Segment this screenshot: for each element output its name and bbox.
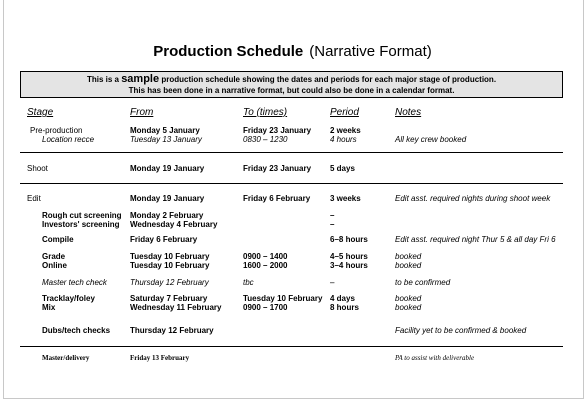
from-cell: Monday 19 January <box>130 194 205 203</box>
notes-cell: booked <box>395 252 422 261</box>
stage-cell: Edit <box>27 194 41 203</box>
notes-cell: to be confirmed <box>395 278 451 287</box>
stage-cell: Grade <box>42 252 66 261</box>
title-main: Production Schedule <box>153 43 304 60</box>
stage-cell: Investors' screening <box>42 220 120 229</box>
to-cell: 0830 – 1230 <box>243 135 288 144</box>
from-cell: Tuesday 13 January <box>130 135 202 144</box>
stage-cell: Shoot <box>27 164 48 173</box>
period-cell: – <box>330 220 335 229</box>
to-cell: 0900 – 1400 <box>243 252 288 261</box>
from-cell: Friday 6 February <box>130 235 198 244</box>
period-cell: 8 hours <box>330 303 359 312</box>
notes-cell: PA to assist with deliverable <box>395 354 475 362</box>
stage-cell: Master tech check <box>42 278 107 287</box>
banner-line-1 <box>21 74 562 85</box>
period-cell: – <box>330 211 335 220</box>
notes-cell: Edit asst. required nights during shoot week <box>395 194 551 203</box>
header-to: To (times) <box>243 107 288 118</box>
page-title <box>0 43 585 60</box>
header-from: From <box>130 107 154 118</box>
stage-cell: Location recce <box>42 135 95 144</box>
period-cell: 3–4 hours <box>330 261 368 270</box>
to-cell: 1600 – 2000 <box>243 261 288 270</box>
period-cell: 4–5 hours <box>330 252 368 261</box>
notes-cell: booked <box>395 261 422 270</box>
header-notes: Notes <box>395 107 422 118</box>
notes-cell: All key crew booked <box>395 135 467 144</box>
banner-emphasis: sample <box>121 73 160 85</box>
section-divider <box>20 346 563 347</box>
notes-cell: Facility yet to be confirmed & booked <box>395 326 527 335</box>
from-cell: Wednesday 11 February <box>130 303 222 312</box>
banner-text: This is a <box>86 75 122 84</box>
intro-banner <box>20 71 563 98</box>
from-cell: Thursday 12 February <box>130 278 209 287</box>
stage-cell: Online <box>42 261 67 270</box>
from-cell: Friday 13 February <box>130 354 190 362</box>
to-cell: Friday 23 January <box>243 164 312 173</box>
title-subtitle: (Narrative Format) <box>309 43 432 60</box>
stage-cell: Dubs/tech checks <box>42 326 111 335</box>
notes-cell: Edit asst. required night Thur 5 & all day Fri 6 <box>395 235 556 244</box>
banner-text: production schedule showing the dates and periods for each major stage of production. <box>159 75 497 84</box>
to-cell: 0900 – 1700 <box>243 303 288 312</box>
header-stage: Stage <box>27 107 54 118</box>
stage-cell: Rough cut screening <box>42 211 122 220</box>
stage-cell: Tracklay/foley <box>42 294 95 303</box>
from-cell: Monday 19 January <box>130 164 205 173</box>
section-divider <box>20 183 563 184</box>
stage-cell: Mix <box>42 303 56 312</box>
period-cell: 3 weeks <box>330 194 361 203</box>
period-cell: 6–8 hours <box>330 235 368 244</box>
from-cell: Monday 5 January <box>130 126 200 135</box>
from-cell: Monday 2 February <box>130 211 204 220</box>
banner-line-2: This has been done in a narrative format, but could also be done in a calendar format. <box>128 86 455 95</box>
from-cell: Saturday 7 February <box>130 294 208 303</box>
to-cell: Tuesday 10 February <box>243 294 323 303</box>
to-cell: Friday 23 January <box>243 126 312 135</box>
to-cell: tbc <box>243 278 254 287</box>
from-cell: Thursday 12 February <box>130 326 214 335</box>
section-divider <box>20 152 563 153</box>
period-cell: 4 hours <box>330 135 357 144</box>
header-period: Period <box>330 107 359 118</box>
stage-cell: Pre-production <box>30 126 83 135</box>
stage-cell: Master/delivery <box>42 354 90 362</box>
stage-cell: Compile <box>42 235 74 244</box>
period-cell: 5 days <box>330 164 355 173</box>
period-cell: 4 days <box>330 294 355 303</box>
period-cell: – <box>330 278 335 287</box>
to-cell: Friday 6 February <box>243 194 311 203</box>
notes-cell: booked <box>395 303 422 312</box>
notes-cell: booked <box>395 294 422 303</box>
from-cell: Wednesday 4 February <box>130 220 218 229</box>
period-cell: 2 weeks <box>330 126 361 135</box>
from-cell: Tuesday 10 February <box>130 261 210 270</box>
from-cell: Tuesday 10 February <box>130 252 210 261</box>
